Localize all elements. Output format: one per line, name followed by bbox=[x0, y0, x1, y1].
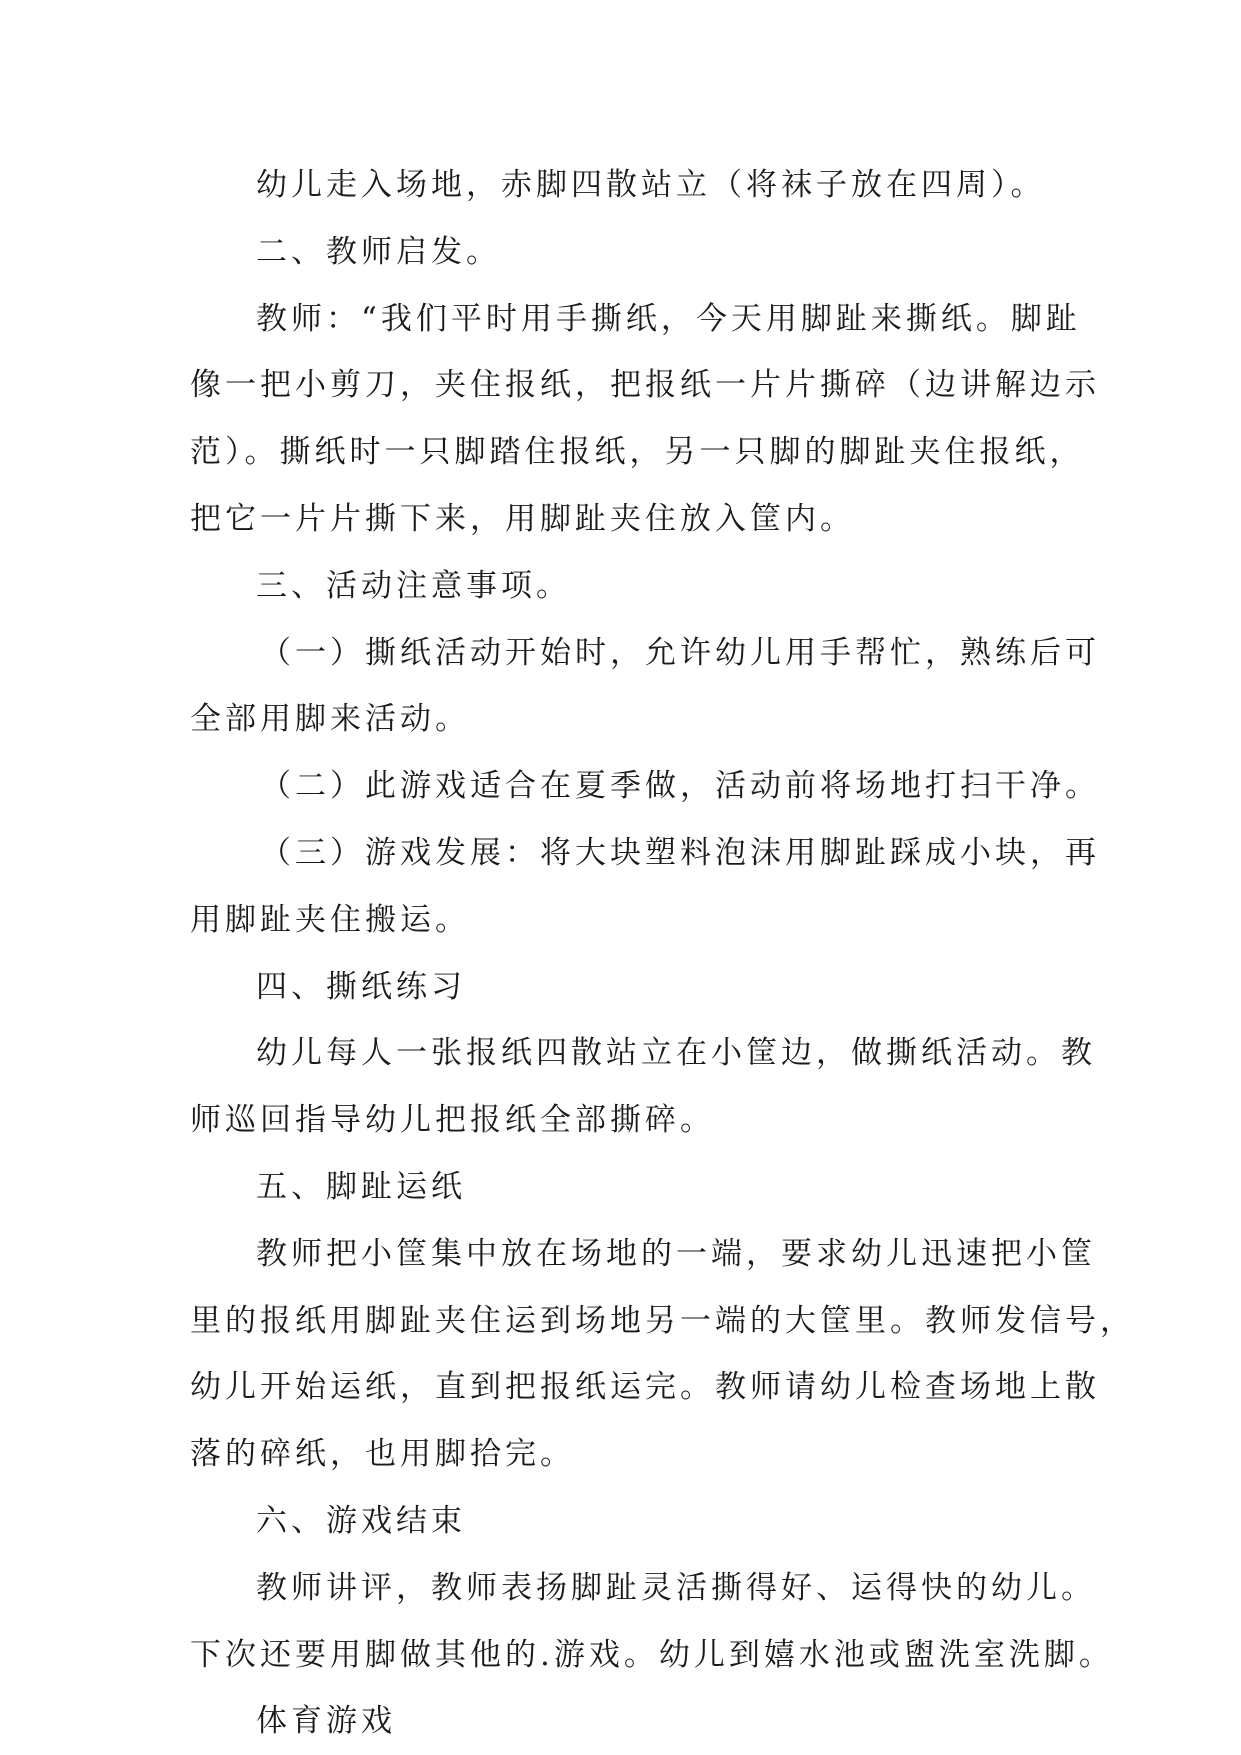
paragraph-line: 全部用脚来活动。 bbox=[190, 701, 470, 738]
section-heading: 五、脚趾运纸 bbox=[256, 1168, 466, 1205]
paragraph-line: 幼儿开始运纸，直到把报纸运完。教师请幼儿检查场地上散 bbox=[190, 1369, 1100, 1406]
paragraph-line: 师巡回指导幼儿把报纸全部撕碎。 bbox=[190, 1102, 715, 1139]
paragraph-line: 教师把小筐集中放在场地的一端，要求幼儿迅速把小筐 bbox=[256, 1235, 1096, 1272]
paragraph-line: 把它一片片撕下来，用脚趾夹住放入筐内。 bbox=[190, 500, 855, 537]
paragraph-line: （一）撕纸活动开始时，允许幼儿用手帮忙，熟练后可 bbox=[260, 634, 1100, 671]
paragraph-line: 范）。撕纸时一只脚踏住报纸，另一只脚的脚趾夹住报纸， bbox=[190, 434, 1085, 471]
paragraph-line: 像一把小剪刀，夹住报纸，把报纸一片片撕碎（边讲解边示 bbox=[190, 367, 1100, 404]
paragraph-line: 用脚趾夹住搬运。 bbox=[190, 901, 470, 938]
paragraph-line: 下次还要用脚做其他的.游戏。幼儿到嬉水池或盥洗室洗脚。 bbox=[190, 1636, 1114, 1673]
paragraph-line: （三）游戏发展：将大块塑料泡沫用脚趾踩成小块，再 bbox=[260, 834, 1100, 871]
paragraph-line: 里的报纸用脚趾夹住运到场地另一端的大筐里。教师发信号， bbox=[190, 1302, 1135, 1339]
section-heading: 四、撕纸练习 bbox=[256, 968, 466, 1005]
section-heading: 二、教师启发。 bbox=[256, 233, 501, 270]
section-heading: 体育游戏 bbox=[256, 1703, 396, 1740]
section-heading: 三、活动注意事项。 bbox=[256, 567, 571, 604]
paragraph-line: 幼儿走入场地，赤脚四散站立（将袜子放在四周）。 bbox=[256, 167, 1046, 203]
paragraph-line: （二）此游戏适合在夏季做，活动前将场地打扫干净。 bbox=[260, 768, 1100, 805]
paragraph-line: 教师：“我们平时用手撕纸，今天用脚趾来撕纸。脚趾 bbox=[256, 300, 1081, 337]
paragraph-line: 幼儿每人一张报纸四散站立在小筐边，做撕纸活动。教 bbox=[256, 1035, 1096, 1072]
paragraph-line: 教师讲评，教师表扬脚趾灵活撕得好、运得快的幼儿。 bbox=[256, 1569, 1096, 1606]
paragraph-line: 落的碎纸，也用脚拾完。 bbox=[190, 1436, 575, 1473]
document-page bbox=[190, 152, 1135, 1755]
section-heading: 六、游戏结束 bbox=[256, 1502, 466, 1539]
